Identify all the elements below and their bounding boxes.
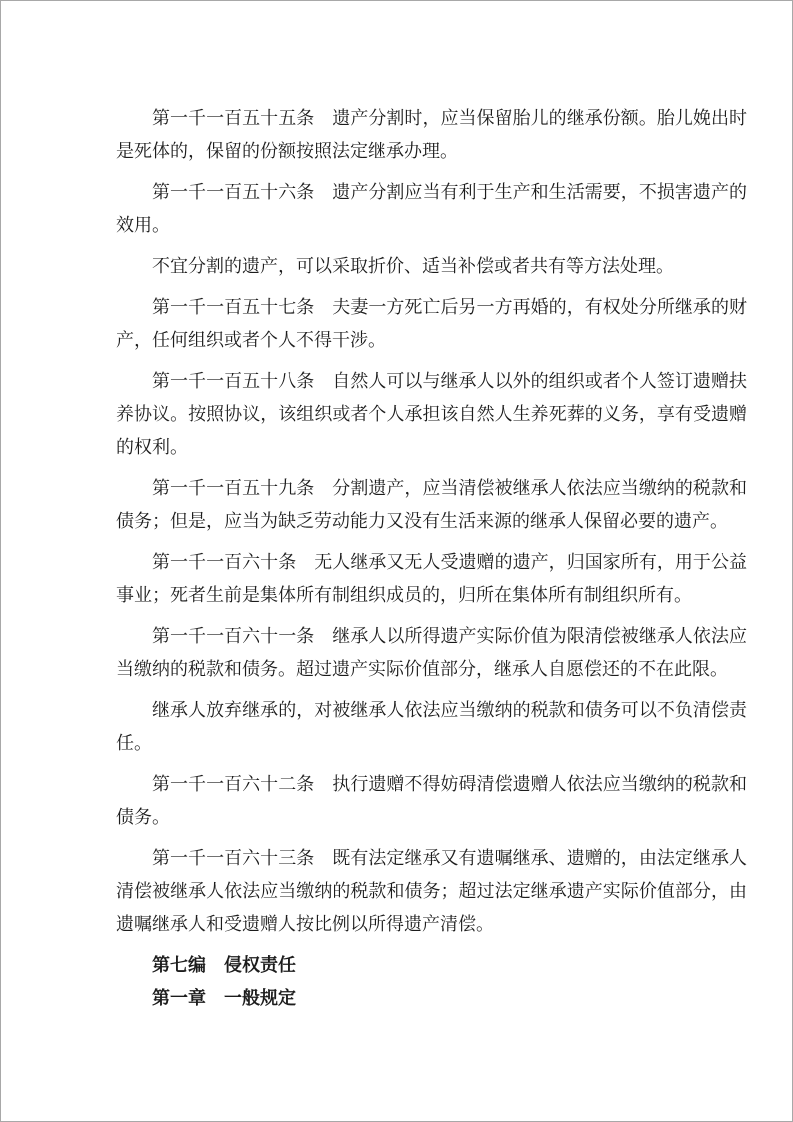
paragraph-article-1163: 第一千一百六十三条 既有法定继承又有遗嘱继承、遗赠的，由法定继承人清偿被继承人依法应当缴纳的税款和债务；超过法定继承遗产实际价值部分，由遗嘱继承人和受遗赠人按比例以所得遗产清偿。 [116,848,747,934]
paragraph-article-1162: 第一千一百六十二条 执行遗赠不得妨碍清偿遗赠人依法应当缴纳的税款和债务。 [116,774,747,827]
paragraph-article-1158: 第一千一百五十八条 自然人可以与继承人以外的组织或者个人签订遗赠扶养协议。按照协议，该组织或者个人承担该自然人生养死葬的义务，享有受遗赠的权利。 [116,371,747,457]
paragraph-article-1159: 第一千一百五十九条 分割遗产，应当清偿被继承人依法应当缴纳的税款和债务；但是，应当为缺乏劳动能力又没有生活来源的继承人保留必要的遗产。 [116,478,747,531]
paragraph-article-1160: 第一千一百六十条 无人继承又无人受遗赠的遗产，归国家所有，用于公益事业；死者生前是集体所有制组织成员的，归所在集体所有制组织所有。 [116,552,747,605]
heading-chapter-1-general-rules: 第一章 一般规定 [152,988,296,1008]
paragraph-article-1156: 第一千一百五十六条 遗产分割应当有利于生产和生活需要，不损害遗产的效用。 [116,182,747,235]
paragraph-article-1161: 第一千一百六十一条 继承人以所得遗产实际价值为限清偿被继承人依法应当缴纳的税款和债务。超过遗产实际价值部分，继承人自愿偿还的不在此限。 [116,626,747,679]
paragraph-article-1157: 第一千一百五十七条 夫妻一方死亡后另一方再婚的，有权处分所继承的财产，任何组织或者个人不得干涉。 [116,297,747,350]
heading-part-7-tort-liability: 第七编 侵权责任 [152,955,296,975]
paragraph-article-1155: 第一千一百五十五条 遗产分割时，应当保留胎儿的继承份额。胎儿娩出时是死体的，保留的份额按照法定继承办理。 [116,108,747,161]
paragraph-article-1156-para2: 不宜分割的遗产，可以采取折价、适当补偿或者共有等方法处理。 [152,256,674,276]
paragraph-article-1161-para2: 继承人放弃继承的，对被继承人依法应当缴纳的税款和债务可以不负清偿责任。 [116,700,747,753]
